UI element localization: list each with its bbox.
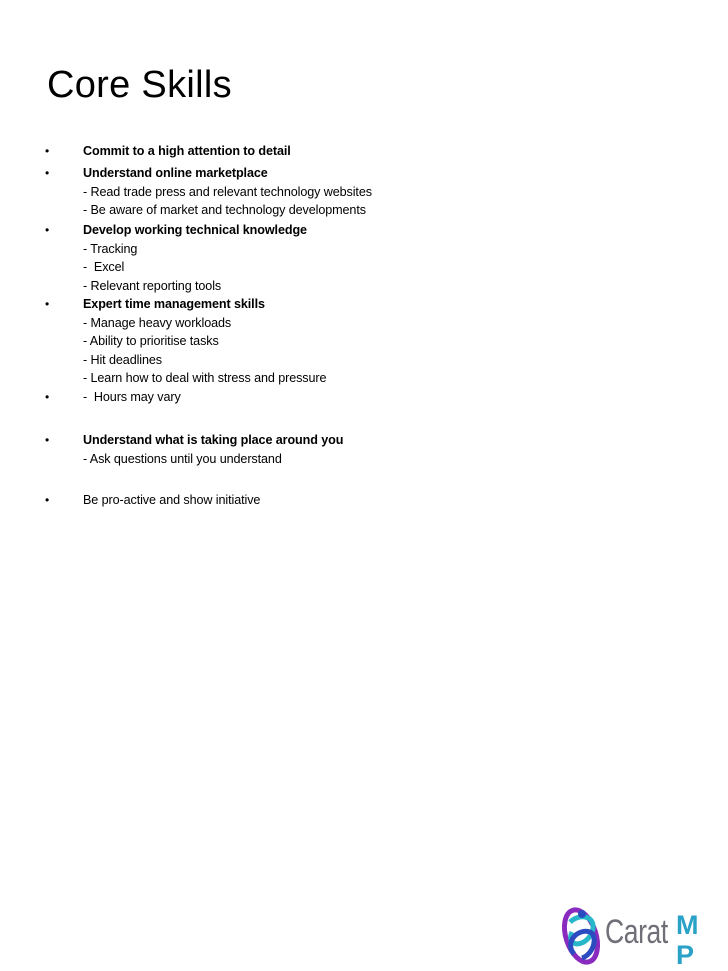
list-item-content	[83, 295, 643, 388]
bullet-icon: •	[45, 297, 50, 311]
list-item-detail: - Excel	[83, 260, 125, 274]
list-item-content	[83, 164, 643, 220]
bullet-icon: •	[45, 223, 50, 237]
list-item-heading: Develop working technical knowledge	[83, 223, 307, 237]
list-item-detail: - Be aware of market and technology developments	[83, 203, 366, 217]
logo-letter-m: M	[676, 910, 699, 940]
bullet-icon: •	[45, 144, 50, 158]
bullet-icon: •	[45, 433, 50, 447]
carat-swirl-icon	[560, 902, 604, 968]
list-item-heading: Understand online marketplace	[83, 166, 268, 180]
list-item-detail: - Tracking	[83, 241, 138, 256]
bullet-icon: •	[45, 493, 50, 507]
bullet-icon: •	[45, 166, 50, 180]
logo-wordmark: Carat	[605, 913, 668, 951]
logo-mark-letters	[676, 910, 699, 970]
list-item-detail: - Manage heavy workloads	[83, 315, 232, 330]
list-item-detail: - Learn how to deal with stress and pressure	[83, 371, 327, 385]
bullet-icon: •	[45, 390, 50, 404]
page-title: Core Skills	[47, 64, 232, 106]
carat-logo	[560, 900, 728, 971]
list-item-detail: Be pro-active and show initiative	[83, 493, 261, 507]
list-item-content	[83, 491, 643, 510]
list-item-detail: - Hit deadlines	[83, 352, 163, 367]
list-item-detail: - Read trade press and relevant technology websites	[83, 184, 372, 199]
list-item-content	[83, 221, 643, 295]
list-item-heading: Understand what is taking place around you	[83, 433, 344, 447]
list-item-content	[83, 388, 643, 407]
list-item-detail: - Ability to prioritise tasks	[83, 334, 219, 348]
list-item-heading: Commit to a high attention to detail	[83, 144, 291, 158]
list-item-detail: - Ask questions until you understand	[83, 451, 282, 466]
list-item-detail: - Relevant reporting tools	[83, 278, 222, 293]
list-item-heading: Expert time management skills	[83, 297, 265, 311]
logo-letter-p: P	[676, 940, 695, 970]
list-item-content	[83, 142, 643, 161]
list-item-detail: - Hours may vary	[83, 390, 181, 404]
list-item-content	[83, 431, 643, 468]
